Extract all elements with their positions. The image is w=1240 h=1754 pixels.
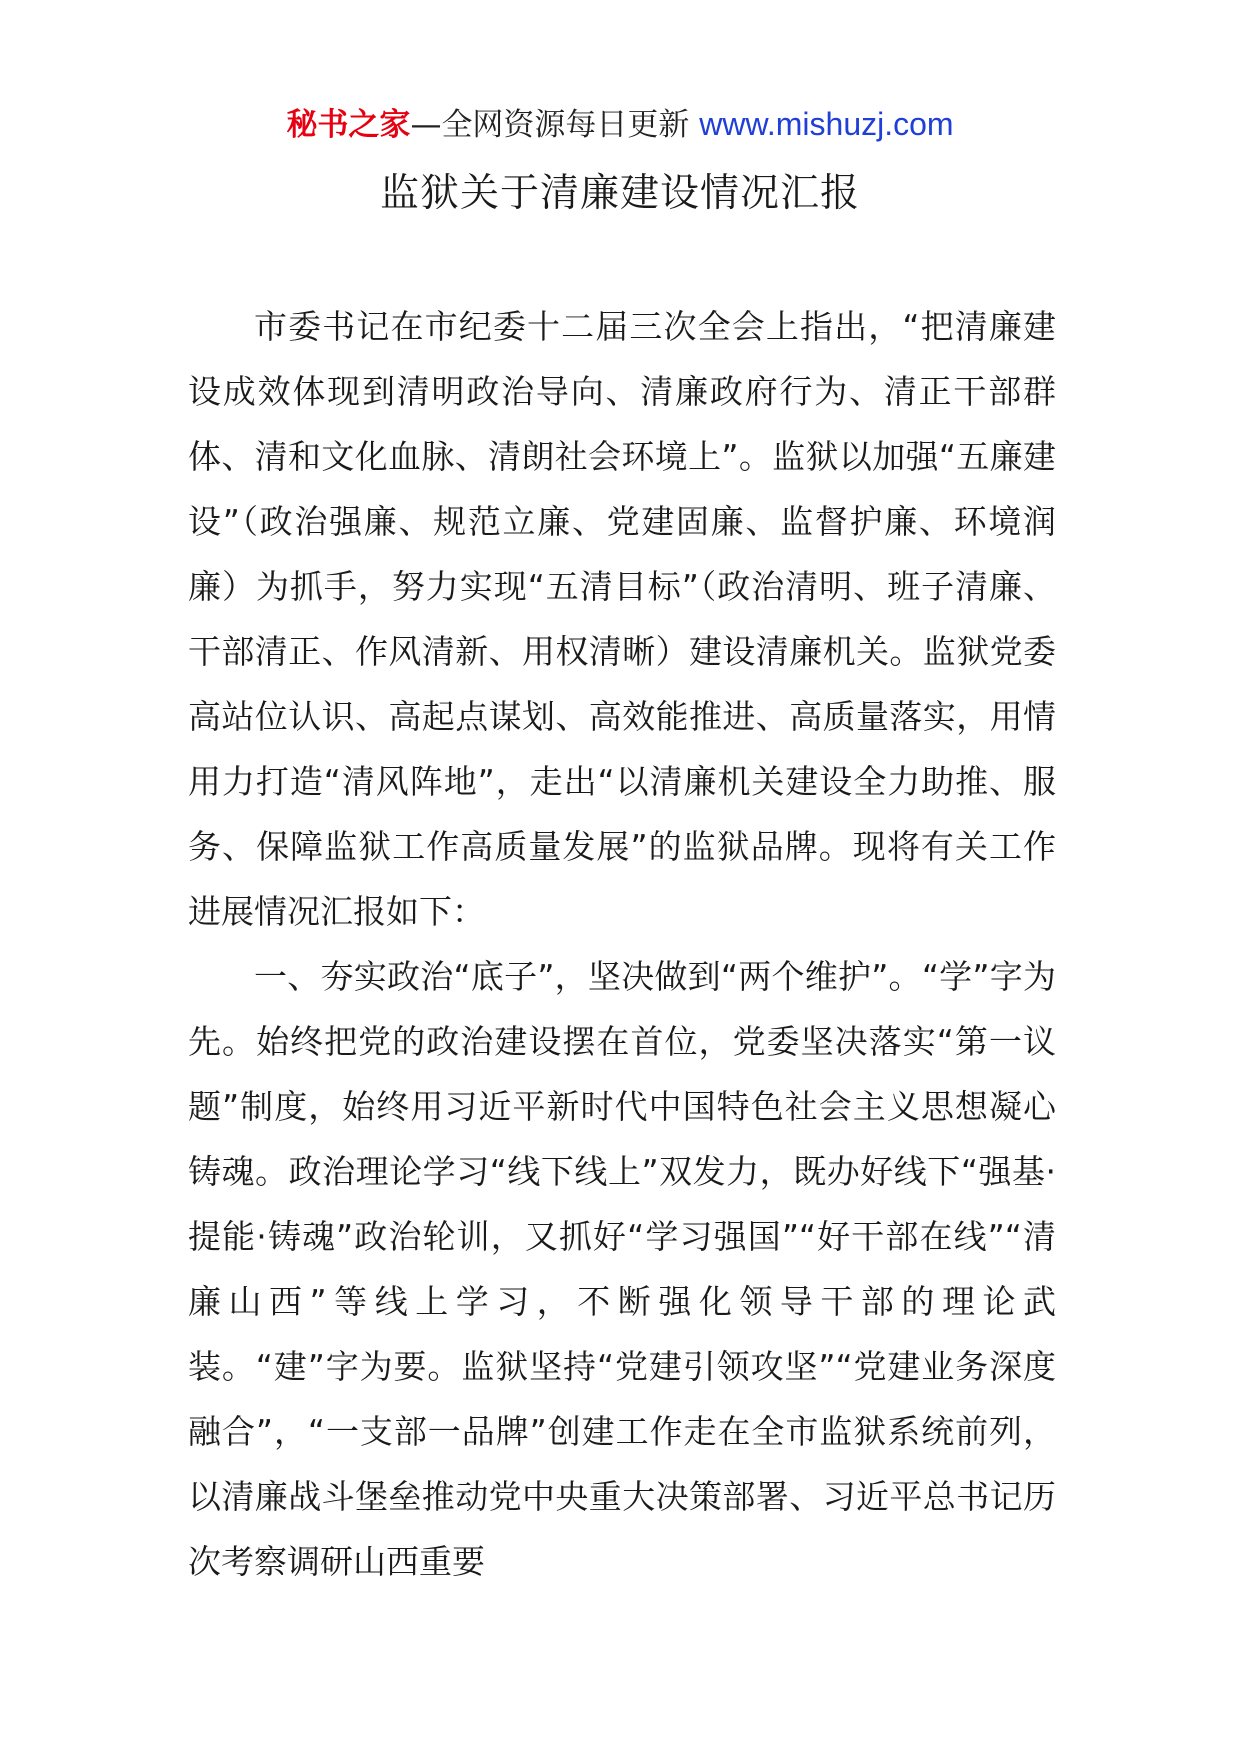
site-url-link[interactable]: www.mishuzj.com [699,106,954,142]
site-tagline: —全网资源每日更新 [410,107,700,143]
section-one-text: “学”字为先。始终把党的政治建设摆在首位，党委坚决落实“第一议题”制度，始终用习近平新时代中国特色社会主义思想凝心铸魂。政治理论学习“线下线上”双发力，既办好线下“强基·提能·铸魂”政治轮训，又抓好“学习强国”“好干部在线”“清廉山西”等线上学习，不断强化领导干部的理论武装。“建”字为要。监狱坚持“党建引领攻坚”“党建业务深度融合”，“一支部一品牌”创建工作走在全市监狱系统前列，以清廉战斗堡垒推动党中央重大决策部署、习近平总书记历次考察调研山西重要 [188,957,1056,1581]
site-brand-name: 秘书之家 [286,107,411,143]
section-one-heading: 一、夯实政治“底子”，坚决做到“两个维护”。 [254,957,922,996]
section-one-paragraph [188,944,1056,1594]
intro-paragraph: 市委书记在市纪委十二届三次全会上指出，“把清廉建设成效体现到清明政治导向、清廉政府行为、清正干部群体、清和文化血脉、清朗社会环境上”。监狱以加强“五廉建设”（政治强廉、规范立廉、党建固廉、监督护廉、环境润廉）为抓手，努力实现“五清目标”（政治清明、班子清廉、干部清正、作风清新、用权清晰）建设清廉机关。监狱党委高站位认识、高起点谋划、高效能推进、高质量落实，用情用力打造“清风阵地”，走出“以清廉机关建设全力助推、服务、保障监狱工作高质量发展”的监狱品牌。现将有关工作进展情况汇报如下： [188,307,1056,931]
site-banner [0,104,1240,145]
document-title: 监狱关于清廉建设情况汇报 [379,171,860,216]
document-body [188,294,1056,1594]
